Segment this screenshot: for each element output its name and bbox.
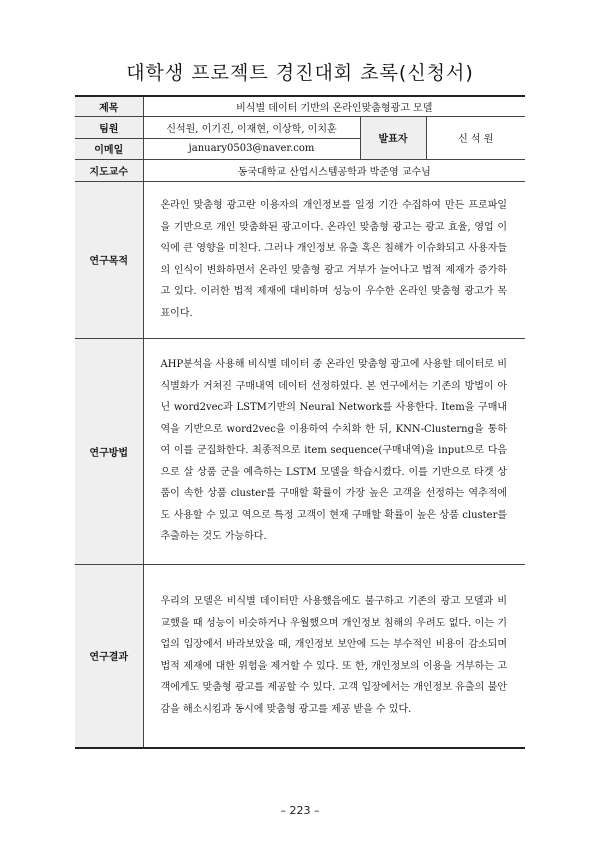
- advisor-value: 동국대학교 산업시스템공학과 박준영 교수님: [143, 159, 525, 181]
- presenter-label: 발표자: [360, 116, 426, 159]
- email-value: january0503@naver.com: [143, 138, 360, 159]
- subject-row: [75, 96, 525, 116]
- team-row: [75, 116, 525, 138]
- email-label: 이메일: [75, 138, 143, 159]
- research-method-row: [75, 338, 525, 564]
- research-purpose-row: [75, 181, 525, 338]
- research-result-label: 연구결과: [75, 564, 143, 748]
- document-title: 대학생 프로젝트 경진대회 초록(신청서): [126, 62, 474, 84]
- research-purpose-label: 연구목적: [75, 181, 143, 338]
- subject-label: 제목: [75, 96, 143, 116]
- subject-value: 비식별 데이터 기반의 온라인맞춤형광고 모델: [143, 96, 525, 116]
- research-method-text: AHP분석을 사용해 비식별 데이터 중 온라인 맞춤형 광고에 사용할 데이터로 비식별화가 거쳐진 구매내역 데이터 선정하였다. 본 연구에서는 기존의 방법이 아닌 word2vec과 LSTM기반의 Neural Network를 사용한다. Item을 구매내역을 기반으로 word2vec을 이용하여 수치화 한 뒤, KNN-Clusterng을 통하여 이를 군집화한다. 최종적으로 item sequence(구매내역)을 input으로 다음으로 살 상품 군을 예측하는 LSTM 모델을 학습시켰다. 이를 기반으로 타겟 상품이 속한 상품 cluster를 구매할 확률이 가장 높은 고객을 선정하는 역추적에도 사용할 수 있고 역으로 특정 고객이 현재 구매할 확률이 높은 상품 cluster를 추출하는 것도 가능하다.: [143, 338, 525, 564]
- research-result-row: [75, 564, 525, 748]
- page-number: – 223 –: [280, 804, 320, 817]
- research-result-text: 우리의 모델은 비식별 데이터만 사용했음에도 불구하고 기존의 광고 모델과 비교했을 때 성능이 비슷하거나 우월했으며 개인정보 침해의 우려도 없다. 이는 기업의 입장에서 바라보았을 때, 개인정보 보안에 드는 부수적인 비용이 감소되며 법적 제재에 대한 위험을 제거할 수 있다. 또 한, 개인정보의 이용을 거부하는 고객에게도 맞춤형 광고를 제공할 수 있다. 고객 입장에서는 개인정보 유출의 불안감을 해소시킴과 동시에 맞춤형 광고를 제공 받을 수 있다.: [143, 564, 525, 748]
- advisor-row: [75, 159, 525, 181]
- application-form: [75, 95, 525, 749]
- research-method-label: 연구방법: [75, 338, 143, 564]
- team-value: 신석원, 이기진, 이재현, 이상학, 이치훈: [143, 116, 360, 138]
- advisor-label: 지도교수: [75, 159, 143, 181]
- research-purpose-text: 온라인 맞춤형 광고란 이용자의 개인정보를 일정 기간 수집하여 만든 프로파일을 기반으로 개인 맞춤화된 광고이다. 온라인 맞춤형 광고는 광고 효율, 영업 이익에 큰 영향을 미친다. 그러나 개인정보 유출 혹은 침해가 이슈화되고 사용자들의 인식이 변화하면서 온라인 맞춤형 광고 거부가 늘어나고 법적 제재가 증가하고 있다. 이러한 법적 제재에 대비하며 성능이 우수한 온라인 맞춤형 광고가 목표이다.: [143, 181, 525, 338]
- presenter-value: 신 석 원: [426, 116, 525, 159]
- team-label: 팀원: [75, 116, 143, 138]
